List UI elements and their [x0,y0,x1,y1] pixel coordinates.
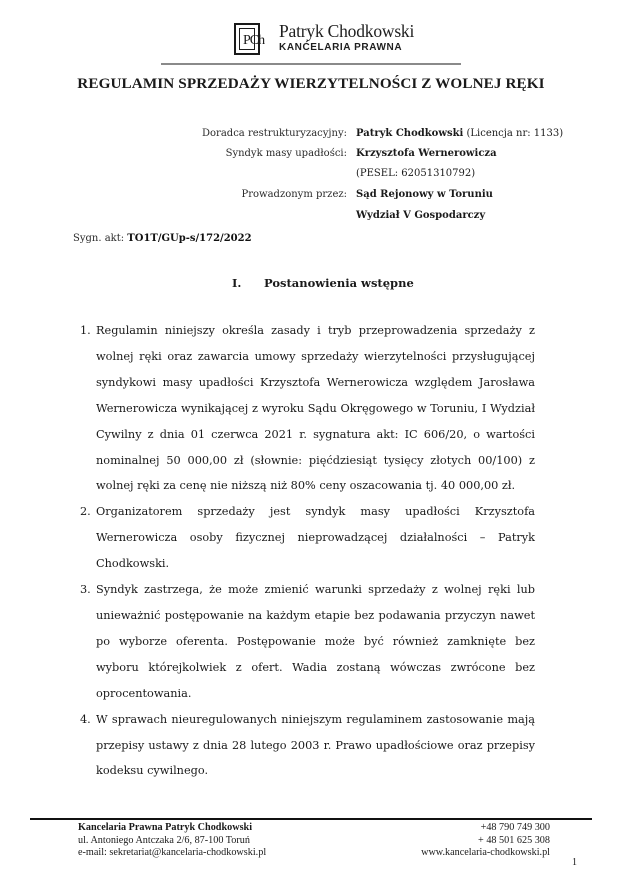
meta-row [0,128,622,148]
footer-phone-2: + 48 501 625 308 [478,834,550,846]
brand-name: Patryk Chodkowski [279,21,415,41]
meta-label: Prowadzonym przez: [241,189,347,200]
footer-phone-1: +48 790 749 300 [480,822,550,833]
footer-company: Kancelaria Prawna Patryk Chodkowski [78,822,253,833]
list-item-text: Syndyk zastrzega, że może zmienić warunki sprzedaży z wolnej ręki lub unieważnić postępowanie na każdym etapie bez podawania przyczyn nawet po wyborze oferenta. Postępowanie może być również zamknięte bez wyboru którejkolwiek z ofert. Wadia zostaną wówczas zwrócone bez oprocentowania. [96,583,535,700]
list-item-number: 3. [80,583,91,597]
meta-value [356,128,563,139]
header-divider [161,63,461,65]
list-item [80,499,535,577]
meta-row [0,168,622,188]
list-item-number: 1. [80,324,91,337]
footer-contact-right [421,822,550,860]
meta-row [0,148,622,168]
page-number: 1 [572,857,577,868]
meta-value [356,189,493,200]
footer-divider [30,818,592,820]
section-heading [232,276,414,290]
document-title: REGULAMIN SPRZEDAŻY WIERZYTELNOŚCI Z WOLNEJ RĘKI [77,75,545,92]
list-item [80,707,535,785]
list-item-text: Regulamin niniejszy określa zasady i tryb przeprowadzenia sprzedaży z wolnej ręki oraz zawarcia umowy sprzedaży wierzytelności przysługującej syndykowi masy upadłości Krzysztofa Wernerowicza względem Jarosława Wernerowicza wynikającej z wyroku Sądu Okręgowego w Toruniu, I Wydział Cywilny z dnia 01 czerwca 2021 r. sygnatura akt: IC 606/20, o wartości nominalnej 50 000,00 zł (słownie: pięćdziesiąt tysięcy złotych 00/100) z wolnej ręki za cenę nie niższą niż 80% ceny oszacowania tj. 40 000,00 zł. [96,324,535,493]
brand-subtitle: KANĆELARIA PRAWNA [279,42,403,53]
meta-value [356,168,475,179]
meta-label: Syndyk masy upadłości: [225,148,347,159]
footer-email[interactable]: e-mail: sekretariat@kancelaria-chodkowski.pl [78,847,267,859]
meta-row [0,210,622,230]
provisions-list [80,318,535,784]
list-item-text: Organizatorem sprzedaży jest syndyk masy upadłości Krzysztofa Wernerowicza osoby fizycznej nieprowadzącej działalności – Patryk Chodkowski. [96,505,535,571]
meta-value-bold: Sąd Rejonowy w Toruniu [356,189,493,200]
case-signature [73,233,252,244]
case-signature-label: Sygn. akt: [73,233,128,244]
section-number: I. [232,276,242,290]
case-signature-value: TO1T/GUp-s/172/2022 [127,233,252,244]
footer-contact-left [78,822,266,860]
list-item-number: 4. [80,712,91,726]
meta-label: Doradca restrukturyzacyjny: [202,128,347,139]
meta-value [356,148,497,159]
list-item [80,318,535,499]
logo-glyph: PCh [243,33,265,48]
logo-inner-frame [239,28,265,50]
meta-value-rest: (Licencja nr: 1133) [463,128,564,139]
pch-monogram-logo-icon [234,23,265,55]
meta-value [356,210,485,221]
meta-value-bold: Krzysztofa Wernerowicza [356,148,497,159]
list-item-text: W sprawach nieuregulowanych niniejszym regulaminem zastosowanie mają przepisy ustawy z dnia 28 lutego 2003 r. Prawo upadłościowe oraz przepisy kodeksu cywilnego. [96,712,535,778]
meta-row [0,189,622,209]
list-item [80,577,535,707]
list-item-number: 2. [80,505,91,519]
section-title: Postanowienia wstępne [264,276,414,290]
footer-address: ul. Antoniego Antczaka 2/6, 87-100 Toruń [78,834,250,846]
footer-website[interactable]: www.kancelaria-chodkowski.pl [421,847,550,859]
meta-value-bold: Patryk Chodkowski [356,128,464,139]
meta-value-bold: Wydział V Gospodarczy [356,210,486,221]
meta-value-rest: (PESEL: 62051310792) [356,168,476,179]
